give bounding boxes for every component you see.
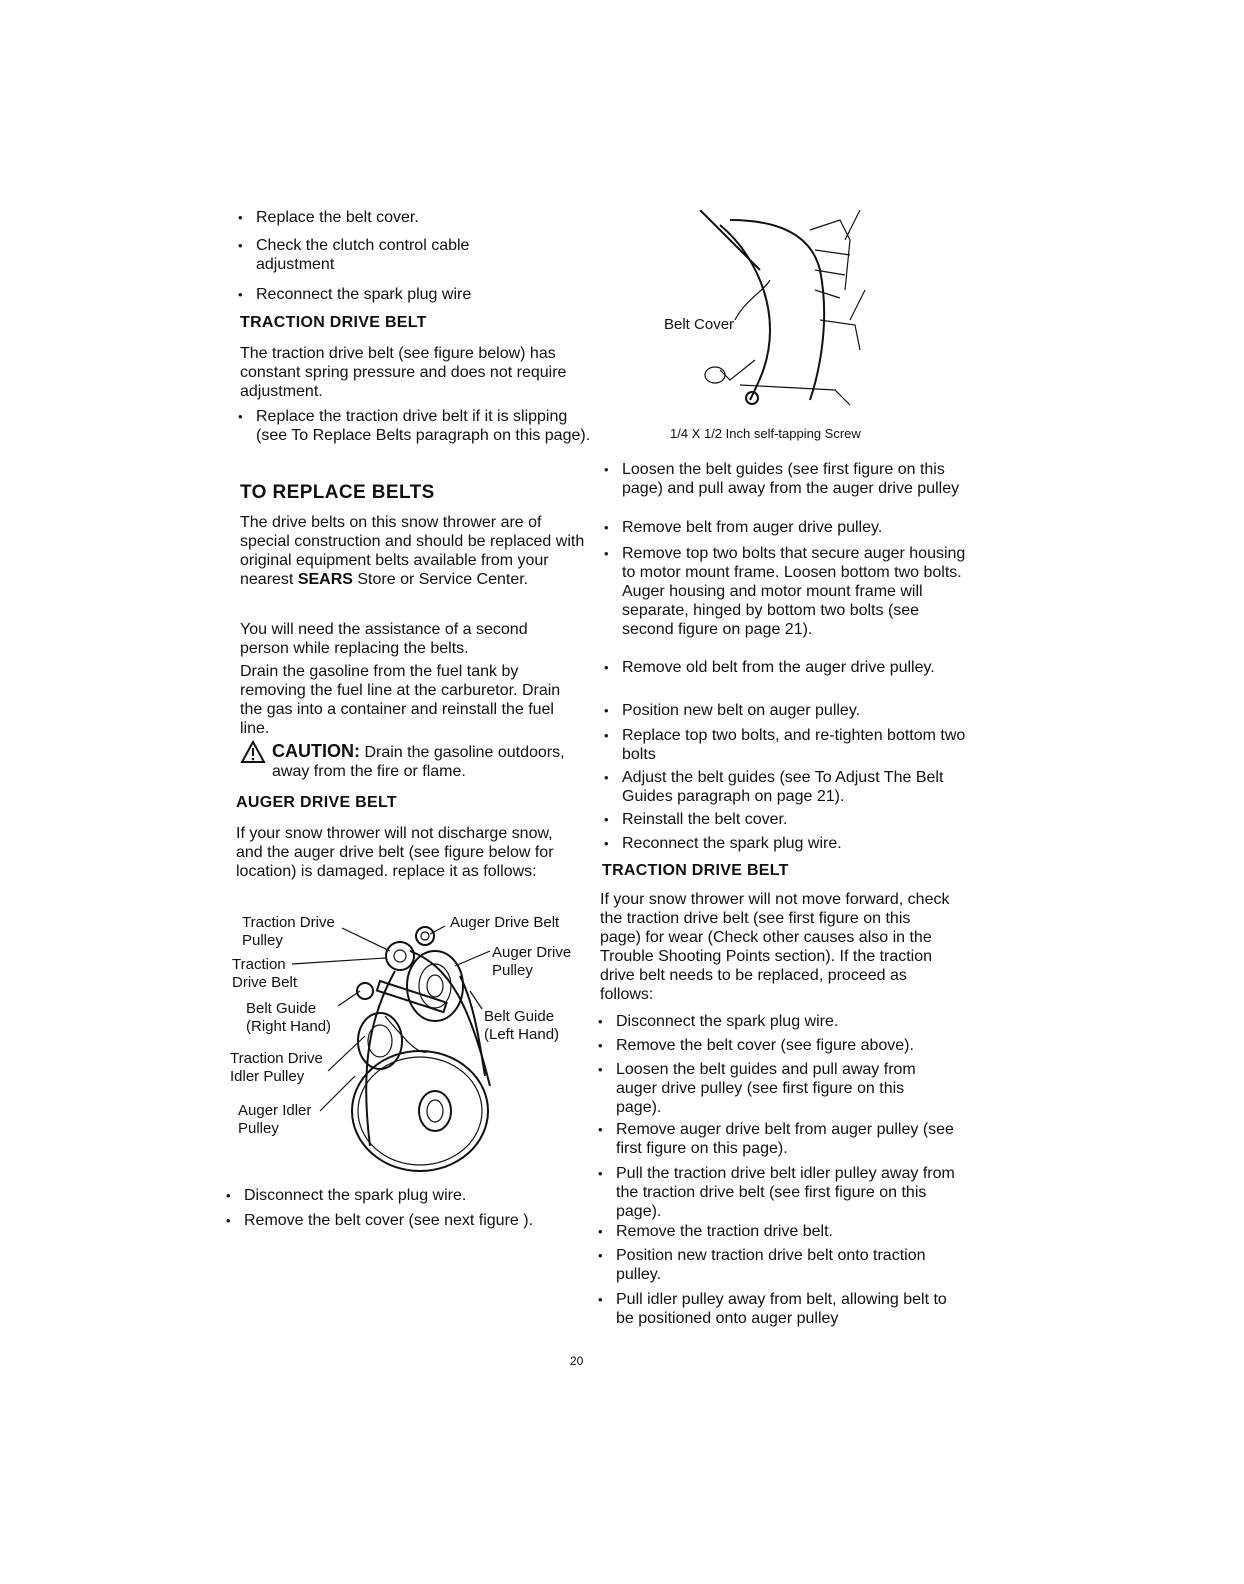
assist-paragraph: You will need the assistance of a second person while replacing the belts.	[240, 621, 528, 657]
auger-paragraph: If your snow thrower will not discharge snow, and the auger drive belt (see figure below for location) is damaged. replace it as follows:	[236, 825, 554, 880]
bullet-disconnect-plug: • Disconnect the spark plug wire.	[224, 1186, 584, 1205]
right-traction-bullet-3: • Loosen the belt guides and pull away from auger drive pulley (see first figure on this page).	[596, 1060, 951, 1117]
right-bullet-6: • Replace top two bolts, and re-tighten bottom two bolts	[602, 726, 967, 764]
heading-traction-drive-belt: TRACTION DRIVE BELT	[240, 314, 427, 331]
label-belt-guide-left: Belt Guide (Left Hand)	[484, 1008, 560, 1043]
right-traction-bullet-2: • Remove the belt cover (see figure above).	[596, 1036, 966, 1055]
bullet-replace-traction: • Replace the traction drive belt if it is slipping (see To Replace Belts paragraph on this page).	[236, 407, 591, 445]
right-traction-bullet-1: • Disconnect the spark plug wire.	[596, 1012, 966, 1031]
right-traction-bullet-7: • Position new traction drive belt onto traction pulley.	[596, 1246, 966, 1284]
heading-auger-drive-belt: AUGER DRIVE BELT	[236, 794, 397, 811]
replace-paragraph: The drive belts on this snow thrower are of special construction and should be replaced with original equipment belts available from your nearest SEARS Store or Service Center.	[240, 514, 585, 588]
label-auger-idler: Auger Idler Pulley	[238, 1102, 312, 1137]
right-bullet-4: • Remove old belt from the auger drive pulley.	[602, 658, 967, 677]
right-traction-paragraph: If your snow thrower will not move forward, check the traction drive belt (see first figure on this page) for wear (Check other causes also in the Trouble Shooting Points section). If the traction drive belt needs to be replaced, proceed as follows:	[600, 891, 950, 1003]
right-traction-bullet-5: • Pull the traction drive belt idler pulley away from the traction drive belt (see first figure on this page).	[596, 1164, 966, 1221]
right-traction-bullet-6: • Remove the traction drive belt.	[596, 1222, 961, 1241]
label-belt-cover: Belt Cover	[664, 316, 735, 333]
right-traction-bullet-4: • Remove auger drive belt from auger pulley (see first figure on this page).	[596, 1120, 961, 1158]
label-belt-guide-right: Belt Guide (Right Hand)	[246, 1000, 332, 1035]
bullet-check-clutch: • Check the clutch control cable adjustment	[236, 236, 526, 274]
label-traction-drive-pulley: Traction Drive Pulley	[242, 914, 335, 949]
label-auger-drive-pulley: Auger Drive Pulley	[492, 944, 572, 979]
traction-paragraph: The traction drive belt (see figure below) has constant spring pressure and does not require adjustment.	[240, 345, 567, 400]
right-bullet-2: • Remove belt from auger drive pulley.	[602, 518, 967, 537]
heading-to-replace-belts: TO REPLACE BELTS	[240, 482, 435, 503]
right-bullet-7: • Adjust the belt guides (see To Adjust The Belt Guides paragraph on page 21).	[602, 768, 967, 806]
caution-triangle-icon	[240, 740, 266, 764]
right-bullet-3: • Remove top two bolts that secure auger housing to motor mount frame. Loosen bottom two bolts. Auger housing and motor mount frame will separate, hinged by bottom two bolts (see second figure on page 21).	[602, 544, 967, 639]
drain-paragraph: Drain the gasoline from the fuel tank by removing the fuel line at the carburetor. Drain the gas into a container and reinstall the fuel line.	[240, 663, 561, 737]
right-bullet-8: • Reinstall the belt cover.	[602, 810, 967, 829]
label-auger-drive-belt: Auger Drive Belt	[450, 914, 560, 931]
right-bullet-5: • Position new belt on auger pulley.	[602, 701, 967, 720]
right-traction-bullet-8: • Pull idler pulley away from belt, allowing belt to be positioned onto auger pulley	[596, 1290, 961, 1328]
label-self-tapping-screw: 1/4 X 1/2 Inch self-tapping Screw	[670, 426, 861, 441]
caution-block: CAUTION: Drain the gasoline outdoors, away from the fire or flame.	[272, 741, 565, 780]
right-bullet-9: • Reconnect the spark plug wire.	[602, 834, 967, 853]
right-bullet-1: • Loosen the belt guides (see first figure on this page) and pull away from the auger drive pulley	[602, 460, 967, 498]
bullet-remove-cover: • Remove the belt cover (see next figure ).	[224, 1211, 584, 1230]
label-traction-drive-idler: Traction Drive Idler Pulley	[230, 1050, 323, 1085]
label-traction-drive-belt: Traction Drive Belt	[232, 956, 298, 991]
bullet-replace-cover: • Replace the belt cover.	[236, 208, 586, 227]
bullet-reconnect-plug: • Reconnect the spark plug wire	[236, 285, 586, 304]
heading-right-traction-drive-belt: TRACTION DRIVE BELT	[602, 862, 789, 879]
page-number: 20	[570, 1354, 584, 1368]
